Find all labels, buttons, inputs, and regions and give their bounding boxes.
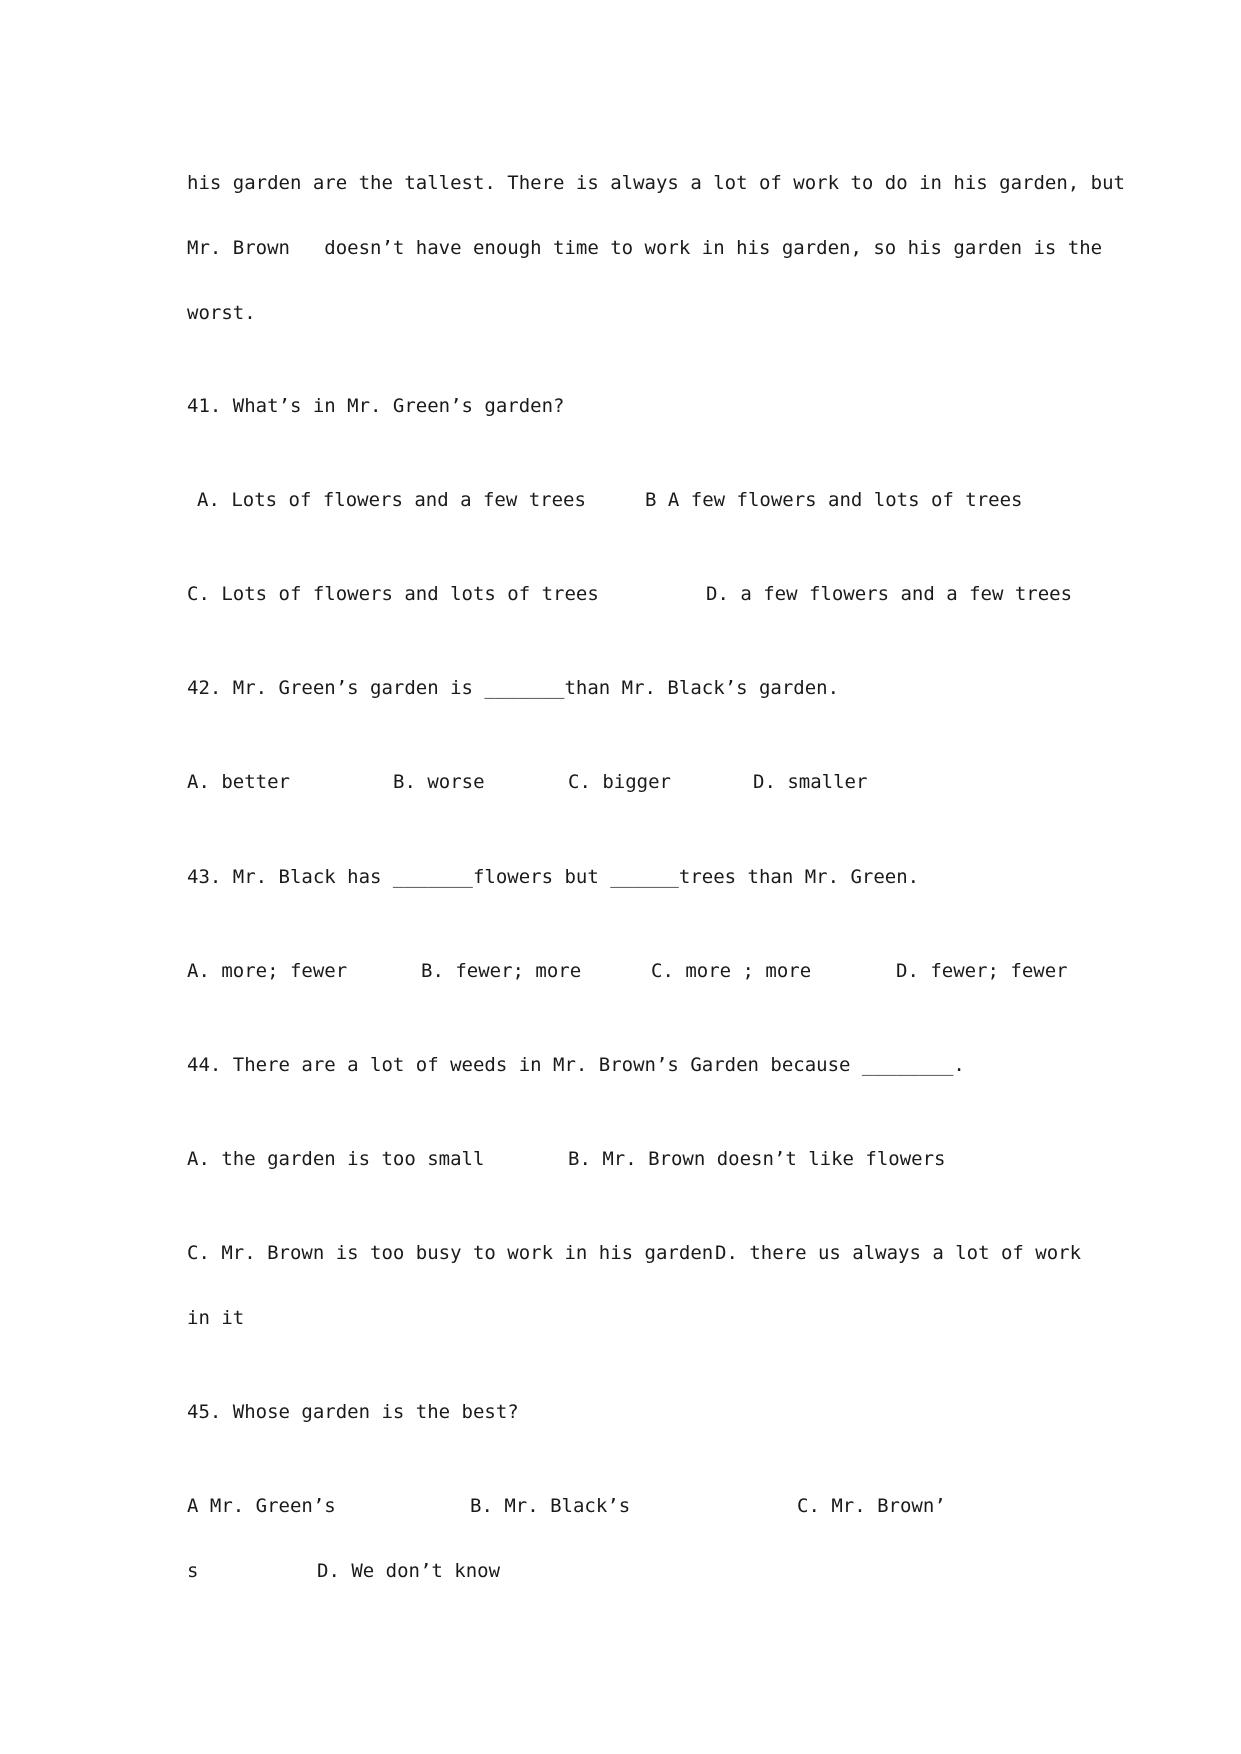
q41-option-d: D. a few flowers and a few trees xyxy=(706,583,1073,605)
question-45: 45. Whose garden is the best? xyxy=(187,1401,519,1423)
q45-option-a: A Mr. Green’s xyxy=(187,1495,336,1517)
q44-option-b: B. Mr. Brown doesn’t like flowers xyxy=(568,1148,946,1170)
q45-option-c-continued: s xyxy=(187,1560,199,1582)
q43-option-d: D. fewer; fewer xyxy=(896,960,1068,982)
q44-option-d-continued: in it xyxy=(187,1307,245,1329)
q42-option-b: B. worse xyxy=(393,771,485,793)
q41-option-c: C. Lots of flowers and lots of trees xyxy=(187,583,599,605)
q45-option-b: B. Mr. Black’s xyxy=(470,1495,631,1517)
passage-line: Mr. Brown doesn’t have enough time to work in his garden, so his garden is the xyxy=(187,237,1103,259)
q42-option-d: D. smaller xyxy=(753,771,868,793)
passage-line: worst. xyxy=(187,302,256,324)
q44-option-d: D. there us always a lot of work xyxy=(715,1242,1082,1264)
question-42: 42. Mr. Green’s garden is _______than Mr. Black’s garden. xyxy=(187,677,840,699)
q41-option-b: B A few flowers and lots of trees xyxy=(645,489,1023,511)
q45-option-d: D. We don’t know xyxy=(317,1560,501,1582)
q45-option-c: C. Mr. Brown’ xyxy=(797,1495,946,1517)
q43-option-b: B. fewer; more xyxy=(421,960,582,982)
q44-option-c: C. Mr. Brown is too busy to work in his garden xyxy=(187,1242,714,1264)
question-43: 43. Mr. Black has _______flowers but ______trees than Mr. Green. xyxy=(187,866,920,888)
question-44: 44. There are a lot of weeds in Mr. Brown’s Garden because ________. xyxy=(187,1054,965,1076)
q42-option-c: C. bigger xyxy=(568,771,671,793)
q43-option-a: A. more; fewer xyxy=(187,960,348,982)
passage-line: his garden are the tallest. There is always a lot of work to do in his garden, but xyxy=(187,172,1125,194)
question-41: 41. What’s in Mr. Green’s garden? xyxy=(187,395,565,417)
q44-option-a: A. the garden is too small xyxy=(187,1148,485,1170)
q43-option-c: C. more ; more xyxy=(651,960,812,982)
q42-option-a: A. better xyxy=(187,771,290,793)
q41-option-a: A. Lots of flowers and a few trees xyxy=(197,489,586,511)
